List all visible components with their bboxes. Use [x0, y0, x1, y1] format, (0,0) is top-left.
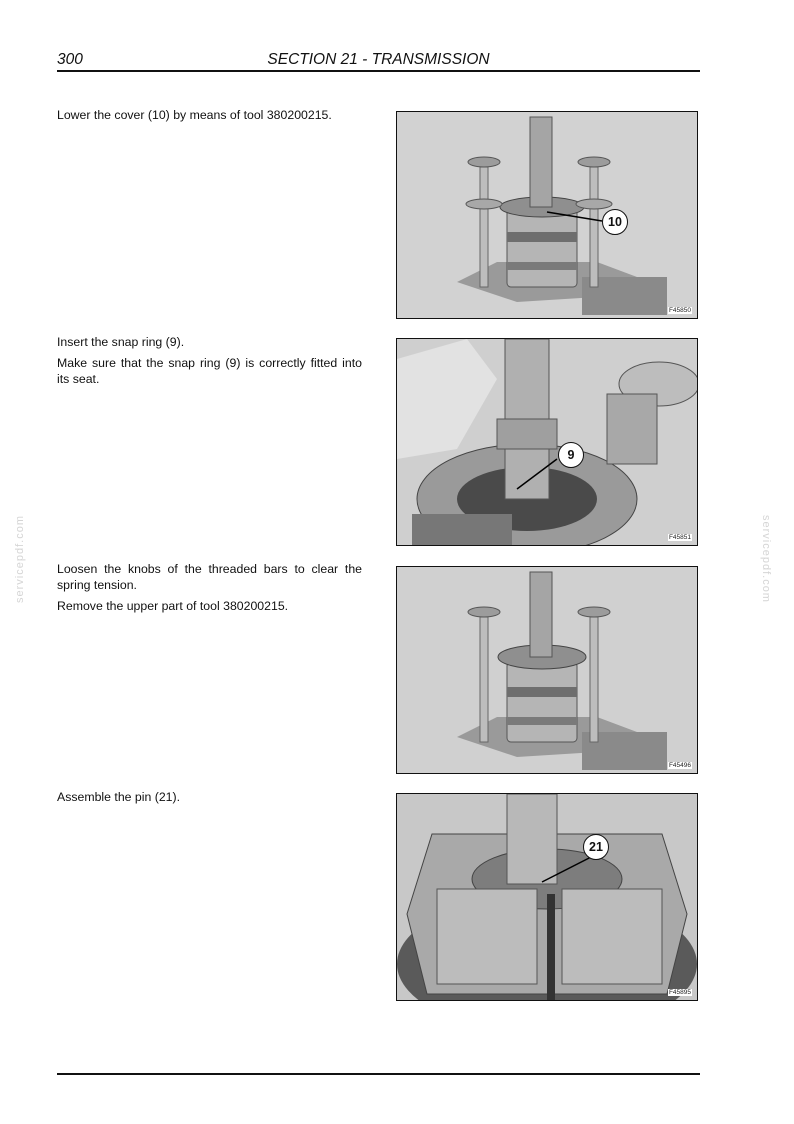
step-2-photo [396, 338, 698, 546]
step-3-paragraph-1: Loosen the knobs of the threaded bars to clear the spring tension. [57, 562, 362, 592]
footer-rule [57, 1073, 700, 1075]
figure-code: F45851 [668, 534, 691, 541]
step-4-text [57, 789, 362, 810]
page-header [57, 50, 700, 72]
figure-code: F45850 [668, 307, 691, 314]
step-4-paragraph-1: Assemble the pin (21). [57, 790, 181, 804]
callout-marker: 9 [558, 442, 584, 468]
step-1-text [57, 107, 362, 128]
section-title: SECTION 21 - TRANSMISSION [267, 51, 490, 68]
step-4-photo [396, 793, 698, 1001]
step-1-paragraph-1: Lower the cover (10) by means of tool 380200215. [57, 108, 332, 122]
step-2-text [57, 334, 362, 392]
step-3-paragraph-2: Remove the upper part of tool 380200215. [57, 599, 289, 613]
tool-upper-part-photo-illustration [397, 567, 697, 773]
watermark-right: servicepdf.com [760, 515, 772, 603]
figure-code: F45496 [668, 762, 691, 769]
callout-marker: 21 [583, 834, 609, 860]
callout-marker: 10 [602, 209, 628, 235]
snap-ring-photo-illustration [397, 339, 697, 545]
figure-code: F45895 [668, 989, 691, 996]
step-2-paragraph-1: Insert the snap ring (9). [57, 335, 185, 349]
step-3-text [57, 561, 362, 619]
watermark-left: servicepdf.com [14, 515, 26, 603]
fixture-tool-photo-illustration [397, 112, 697, 318]
page-number: 300 [57, 51, 83, 68]
step-1-photo [396, 111, 698, 319]
step-2-paragraph-2: Make sure that the snap ring (9) is correctly fitted into its seat. [57, 356, 362, 386]
step-3-photo [396, 566, 698, 774]
pin-assembly-photo-illustration [397, 794, 697, 1000]
